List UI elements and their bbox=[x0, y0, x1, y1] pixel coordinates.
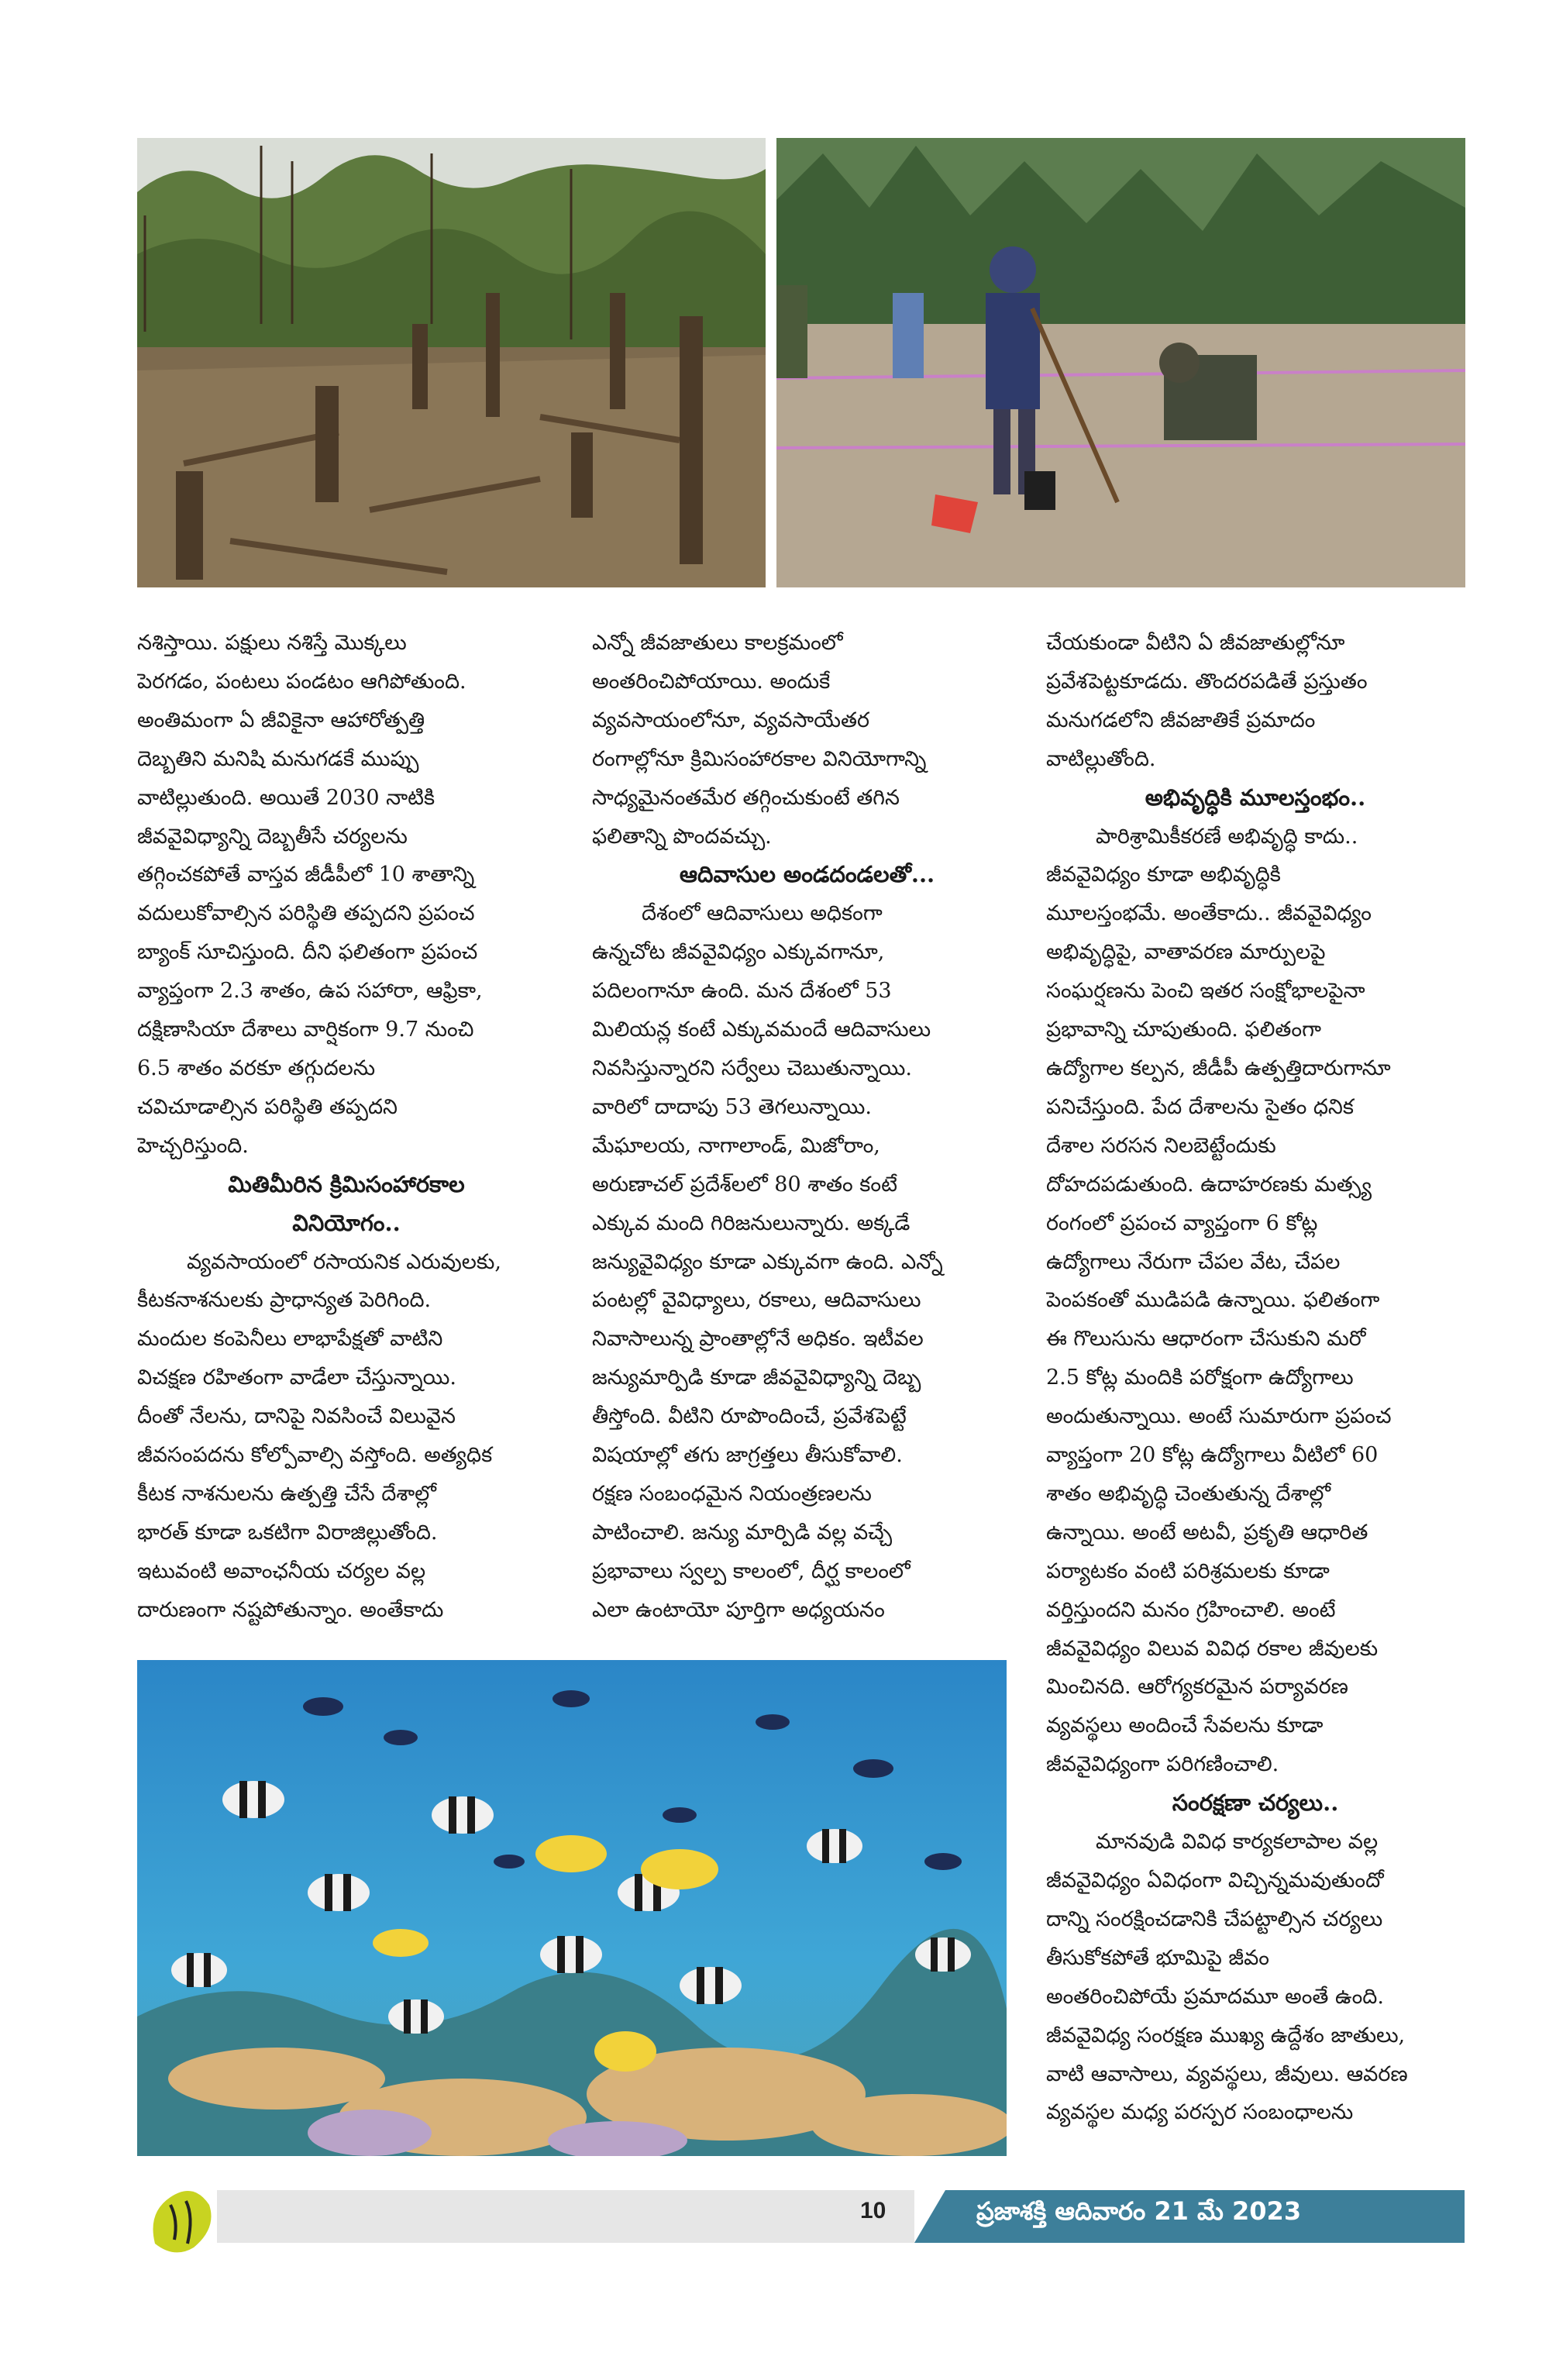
text-line: అరుణాచల్ ప్రదేశ్‌లలో 80 శాతం కంటే bbox=[592, 1172, 897, 1197]
text-line: రంగాల్లోనూ క్రిమిసంహారకాల వినియోగాన్ని bbox=[592, 746, 927, 771]
text-line: పెరగడం, పంటలు పండటం ఆగిపోతుంది. bbox=[137, 669, 466, 694]
text-line: నివసిస్తున్నారని సర్వేలు చెబుతున్నాయి. bbox=[592, 1056, 912, 1080]
text-line: అంతిమంగా ఏ జీవికైనా ఆహారోత్పత్తి bbox=[137, 708, 425, 732]
text-line: మనుగడలోని జీవజాతికే ప్రమాదం bbox=[1046, 708, 1316, 732]
text-line: పంటల్లో వైవిధ్యాలు, రకాలు, ఆదివాసులు bbox=[592, 1288, 921, 1313]
article-column-middle bbox=[592, 624, 1022, 1630]
text-line: చేయకుండా వీటిని ఏ జీవజాతుల్లోనూ bbox=[1046, 631, 1345, 655]
text-line: మూలస్తంభమే. అంతేకాదు.. జీవవైవిధ్యం bbox=[1046, 901, 1372, 926]
section-heading: అభివృద్ధికి మూలస్తంభం.. bbox=[1145, 784, 1366, 811]
text-line: జన్యువైవిధ్యం కూడా ఎక్కువగా ఉంది. ఎన్నో bbox=[592, 1249, 943, 1274]
text-line: అభివృద్ధిపై, వాతావరణ మార్పులపై bbox=[1046, 940, 1326, 965]
text-line: ఉన్నచోట జీవవైవిధ్యం ఎక్కువగానూ, bbox=[592, 940, 885, 965]
text-line: వ్యవసాయంలోనూ, వ్యవసాయేతర bbox=[592, 708, 870, 732]
text-line: ఈ గొలుసును ఆధారంగా చేసుకుని మరో bbox=[1046, 1327, 1366, 1352]
text-line: జీవవైవిధ్య సంరక్షణ ముఖ్య ఉద్దేశం జాతులు, bbox=[1046, 2023, 1406, 2048]
text-line: కీటకనాశనులకు ప్రాధాన్యత పెరిగింది. bbox=[137, 1288, 432, 1313]
text-line: నివాసాలున్న ప్రాంతాల్లోనే అధికం. ఇటీవల bbox=[592, 1327, 924, 1352]
text-line: రక్షణ సంబంధమైన నియంత్రణలను bbox=[592, 1481, 872, 1506]
text-line: విషయాల్లో తగు జాగ్రత్తలు తీసుకోవాలి. bbox=[592, 1443, 903, 1468]
text-line: దేశాల సరసన నిలబెట్టేందుకు bbox=[1046, 1133, 1276, 1158]
text-line: వాటి ఆవాసాలు, వ్యవస్థలు, జీవులు. ఆవరణ bbox=[1046, 2061, 1408, 2086]
text-line: భారత్ కూడా ఒకటిగా విరాజిల్లుతోంది. bbox=[137, 1520, 438, 1545]
text-line: వాటిల్లుతోంది. bbox=[1046, 746, 1156, 771]
text-line: ఉద్యోగాల కల్పన, జీడీపీ ఉత్పత్తిదారుగానూ bbox=[1046, 1056, 1391, 1080]
text-line: 2.5 కోట్ల మందికి పరోక్షంగా ఉద్యోగాలు bbox=[1046, 1366, 1354, 1390]
text-line: పెంపకంతో ముడిపడి ఉన్నాయి. ఫలితంగా bbox=[1046, 1288, 1380, 1313]
text-line: సాధ్యమైనంతమేర తగ్గించుకుంటే తగిన bbox=[592, 785, 900, 810]
text-line: తగ్గించకపోతే వాస్తవ జీడీపీలో 10 శాతాన్ని bbox=[137, 863, 475, 887]
text-line: మేఘాలయ, నాగాలాండ్, మిజోరాం, bbox=[592, 1133, 880, 1158]
text-line: జీవవైవిధ్యం విలువ వివిధ రకాల జీవులకు bbox=[1046, 1636, 1379, 1661]
text-line: దెబ్బతిని మనిషి మనుగడకే ముప్పు bbox=[137, 746, 419, 771]
text-line: దోహదపడుతుంది. ఉదాహరణకు మత్స్య bbox=[1046, 1172, 1372, 1197]
text-line: వారిలో దాదాపు 53 తెగలున్నాయి. bbox=[592, 1094, 872, 1119]
text-line: హెచ్చరిస్తుంది. bbox=[137, 1133, 249, 1158]
text-line: జీవవైవిధ్యాన్ని దెబ్బతీసే చర్యలను bbox=[137, 824, 408, 849]
text-line: ఉన్నాయి. అంటే అటవీ, ప్రకృతి ఆధారిత bbox=[1046, 1520, 1368, 1545]
tree-planting-photo bbox=[776, 138, 1465, 587]
section-heading: సంరక్షణా చర్యలు.. bbox=[1172, 1789, 1339, 1817]
text-line: నశిస్తాయి. పక్షులు నశిస్తే మొక్కలు bbox=[137, 631, 407, 655]
text-line: ప్రభావాన్ని చూపుతుంది. ఫలితంగా bbox=[1046, 1018, 1321, 1042]
text-line: విచక్షణ రహితంగా వాడేలా చేస్తున్నాయి. bbox=[137, 1366, 456, 1390]
section-heading: వినియోగం.. bbox=[292, 1209, 401, 1236]
section-heading: మితిమీరిన క్రిమిసంహారకాల bbox=[228, 1170, 465, 1197]
article-column-left bbox=[137, 624, 556, 1630]
page-number: 10 bbox=[860, 2198, 886, 2223]
text-line: బ్యాంక్ సూచిస్తుంది. దీని ఫలితంగా ప్రపంచ bbox=[137, 940, 478, 965]
text-line: జన్యుమార్పిడి కూడా జీవవైవిధ్యాన్ని దెబ్బ bbox=[592, 1366, 921, 1390]
text-line: మిలియన్ల కంటే ఎక్కువమందే ఆదివాసులు bbox=[592, 1018, 931, 1042]
text-line: దేశంలో ఆదివాసులు అధికంగా bbox=[642, 901, 883, 926]
section-heading: ఆదివాసుల అండదండలతో... bbox=[679, 861, 935, 888]
text-line: వదులుకోవాల్సిన పరిస్థితి తప్పదని ప్రపంచ bbox=[137, 901, 475, 926]
text-line: మానవుడి వివిధ కార్యకలాపాల వల్ల bbox=[1096, 1830, 1379, 1855]
text-line: వాటిల్లుతుంది. అయితే 2030 నాటికి bbox=[137, 785, 435, 810]
text-line: దాన్ని సంరక్షించడానికి చేపట్టాల్సిన చర్యలు bbox=[1046, 1906, 1383, 1931]
text-line: వ్యవసాయంలో రసాయనిక ఎరువులకు, bbox=[187, 1249, 501, 1274]
text-line: ప్రవేశపెట్టకూడదు. తొందరపడితే ప్రస్తుతం bbox=[1046, 669, 1368, 694]
text-line: మందుల కంపెనీలు లాభాపేక్షతో వాటిని bbox=[137, 1327, 443, 1352]
text-line: జీవవైవిధ్యం ఏవిధంగా విచ్చిన్నమవుతుందో bbox=[1046, 1869, 1384, 1893]
footer-band-light bbox=[217, 2190, 914, 2243]
text-line: జీవసంపదను కోల్పోవాల్సి వస్తోంది. అత్యధిక bbox=[137, 1443, 493, 1468]
text-line: వ్యవస్థల మధ్య పరస్పర సంబంధాలను bbox=[1046, 2100, 1354, 2125]
text-line: కీటక నాశనులను ఉత్పత్తి చేసే దేశాల్లో bbox=[137, 1481, 436, 1506]
text-line: వర్తిస్తుందని మనం గ్రహించాలి. అంటే bbox=[1046, 1597, 1336, 1622]
text-line: జీవవైవిధ్యం కూడా అభివృద్ధికి bbox=[1046, 863, 1281, 887]
text-line: మించినది. ఆరోగ్యకరమైన పర్యావరణ bbox=[1046, 1675, 1348, 1700]
text-line: దక్షిణాసియా దేశాలు వార్షికంగా 9.7 నుంచి bbox=[137, 1018, 474, 1042]
text-line: సంఘర్షణను పెంచి ఇతర సంక్షోభాలపైనా bbox=[1046, 979, 1365, 1004]
text-line: పదిలంగానూ ఉంది. మన దేశంలో 53 bbox=[592, 979, 892, 1004]
text-line: పాటించాలి. జన్యు మార్పిడి వల్ల వచ్చే bbox=[592, 1520, 893, 1545]
text-line: ఎక్కువ మంది గిరిజనులున్నారు. అక్కడే bbox=[592, 1211, 911, 1235]
text-line: వ్యాప్తంగా 20 కోట్ల ఉద్యోగాలు వీటిలో 60 bbox=[1046, 1443, 1379, 1468]
text-line: తీసుకోకపోతే భూమిపై జీవం bbox=[1046, 1945, 1269, 1970]
text-line: ఎలా ఉంటాయో పూర్తిగా అధ్యయనం bbox=[592, 1597, 885, 1622]
text-line: పర్యాటకం వంటి పరిశ్రమలకు కూడా bbox=[1046, 1559, 1330, 1583]
text-line: దారుణంగా నష్టపోతున్నాం. అంతేకాదు bbox=[137, 1597, 444, 1622]
article-column-right bbox=[1046, 624, 1465, 2132]
text-line: ఫలితాన్ని పొందవచ్చు. bbox=[592, 824, 772, 849]
text-line: ఎన్నో జీవజాతులు కాలక్రమంలో bbox=[592, 631, 843, 655]
text-line: అంతరించిపోయాయి. అందుకే bbox=[592, 669, 831, 694]
deforestation-photo bbox=[137, 138, 766, 587]
text-line: 6.5 శాతం వరకూ తగ్గుదలను bbox=[137, 1056, 376, 1080]
text-line: దీంతో నేలను, దానిపై నివసించే విలువైన bbox=[137, 1404, 456, 1429]
text-line: రంగంలో ప్రపంచ వ్యాప్తంగా 6 కోట్ల bbox=[1046, 1211, 1318, 1235]
text-line: అందుతున్నాయి. అంటే సుమారుగా ప్రపంచ bbox=[1046, 1404, 1392, 1429]
text-line: తీస్తోంది. వీటిని రూపొందించే, ప్రవేశపెట్టే bbox=[592, 1404, 907, 1429]
text-line: అంతరించిపోయే ప్రమాదమూ అంతే ఉంది. bbox=[1046, 1984, 1384, 2009]
text-line: జీవవైవిధ్యంగా పరిగణించాలి. bbox=[1046, 1752, 1279, 1777]
text-line: ఇటువంటి అవాంఛనీయ చర్యల వల్ల bbox=[137, 1559, 426, 1583]
coral-reef-fish-photo bbox=[137, 1660, 1007, 2156]
text-line: పారిశ్రామికీకరణే అభివృద్ధి కాదు.. bbox=[1096, 824, 1358, 849]
text-line: ఉద్యోగాలు నేరుగా చేపల వేట, చేపల bbox=[1046, 1249, 1341, 1274]
text-line: శాతం అభివృద్ధి చెంతుతున్న దేశాల్లో bbox=[1046, 1481, 1331, 1506]
text-line: చవిచూడాల్సిన పరిస్థితి తప్పదని bbox=[137, 1094, 398, 1119]
publication-date: ప్రజాశక్తి ఆదివారం 21 మే 2023 bbox=[976, 2196, 1302, 2226]
text-line: వ్యవస్థలు అందించే సేవలను కూడా bbox=[1046, 1714, 1324, 1738]
text-line: వ్యాప్తంగా 2.3 శాతం, ఉప సహారా, ఆఫ్రికా, bbox=[137, 979, 483, 1004]
text-line: పనిచేస్తుంది. పేద దేశాలను సైతం ధనిక bbox=[1046, 1094, 1354, 1119]
page-footer bbox=[0, 2187, 1556, 2249]
text-line: ప్రభావాలు స్వల్ప కాలంలో, దీర్ఘ కాలంలో bbox=[592, 1559, 911, 1583]
